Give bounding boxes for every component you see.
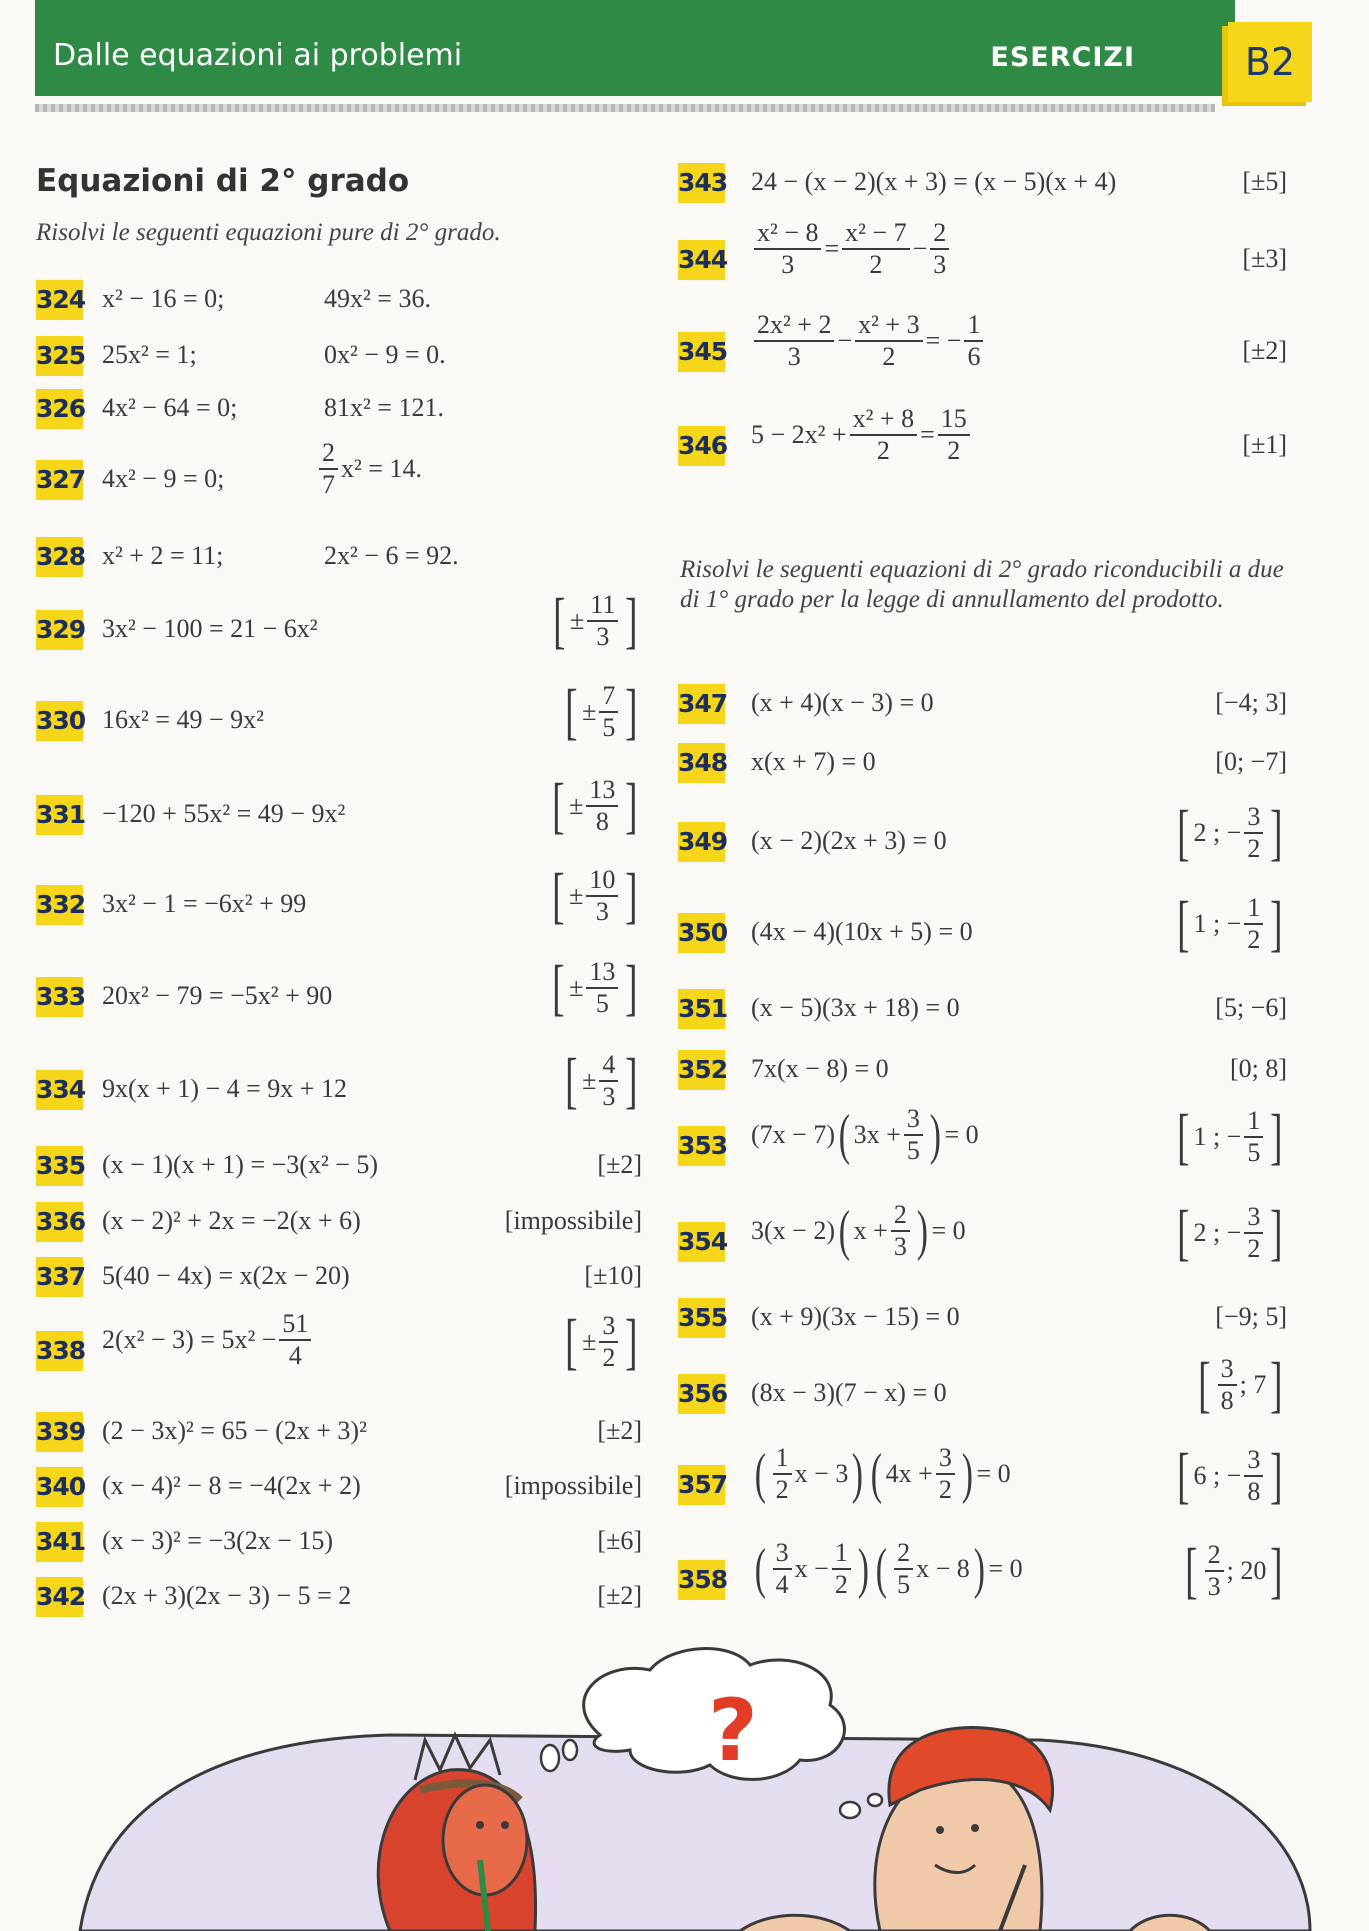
equation: 9x(x + 1) − 4 = 9x + 12 bbox=[102, 1074, 347, 1103]
equation: 3x² − 1 = −6x² + 99 bbox=[102, 889, 307, 918]
equation: (x + 4)(x − 3) = 0 bbox=[751, 688, 934, 717]
exercise-number: 355 bbox=[678, 1298, 725, 1338]
equation: (x − 1)(x + 1) = −3(x² − 5) bbox=[102, 1150, 379, 1179]
fraction: $\frac{3}{2}$ bbox=[599, 1311, 618, 1373]
answer: [ $\frac{2}{3}$ ; 20 ] bbox=[1185, 1537, 1283, 1605]
equation: 3(x − 2) ( x + $\frac{2}{3}$ ) = 0 bbox=[751, 1200, 966, 1262]
exercise-342 bbox=[36, 1577, 642, 1617]
equation: (x + 9)(3x − 15) = 0 bbox=[751, 1302, 960, 1331]
equation: (x − 4)² − 8 = −4(2x + 2) bbox=[102, 1471, 361, 1500]
equation: (x − 5)(3x + 18) = 0 bbox=[751, 993, 960, 1022]
answer: [ $\frac{3}{8}$ ; 7 ] bbox=[1198, 1351, 1283, 1419]
equation: 7x(x − 8) = 0 bbox=[751, 1054, 889, 1083]
exercise-number: 341 bbox=[36, 1522, 83, 1562]
answer: [ 1 ; − $\frac{1}{2}$ ] bbox=[1176, 890, 1283, 958]
exercise-330 bbox=[36, 678, 642, 746]
section-title: Equazioni di 2° grado bbox=[36, 163, 410, 199]
chapter-badge: B2 bbox=[1228, 22, 1312, 102]
exercise-329 bbox=[36, 587, 642, 655]
exercise-number: 357 bbox=[678, 1465, 725, 1505]
instruction-pure: Risolvi le seguenti equazioni pure di 2° grado. bbox=[36, 219, 501, 246]
answer: [ 2 ; − $\frac{3}{2}$ ] bbox=[1176, 799, 1283, 867]
answer: [±6] bbox=[597, 1526, 642, 1555]
exercise-number: 333 bbox=[36, 977, 83, 1017]
equation: 16x² = 49 − 9x² bbox=[102, 705, 264, 734]
equation: (8x − 3)(7 − x) = 0 bbox=[751, 1378, 947, 1407]
exercise-357 bbox=[678, 1442, 1287, 1510]
equation: $\frac{\text{2x² + 2}}{3}$ − $\frac{\text{x² + 3}}{2}$ = − $\frac{1}{6}$ bbox=[751, 310, 986, 372]
exercise-354 bbox=[678, 1199, 1287, 1267]
equation: −120 + 55x² = 49 − 9x² bbox=[102, 799, 346, 828]
exercise-350 bbox=[678, 890, 1287, 958]
exercise-358 bbox=[678, 1537, 1287, 1605]
exercise-327 bbox=[36, 438, 516, 530]
equation: ( $\frac{3}{4}$ x − $\frac{1}{2}$ ) ( $\frac{2}{5}$ x − 8 ) = 0 bbox=[754, 1538, 1023, 1600]
exercise-331 bbox=[36, 772, 642, 840]
exercise-number: 356 bbox=[678, 1374, 725, 1414]
question-mark-icon: ? bbox=[708, 1681, 758, 1781]
fraction: $\frac{10}{3}$ bbox=[586, 865, 618, 927]
equation: 2(x² − 3) = 5x² − $\frac{51}{4}$ bbox=[102, 1309, 314, 1371]
equation: 24 − (x − 2)(x + 3) = (x − 5)(x + 4) bbox=[751, 167, 1117, 196]
exercise-number: 338 bbox=[36, 1331, 83, 1371]
equation-b: $\frac{2}{7}$ x² = 14. bbox=[316, 438, 422, 500]
answer: [ ± $\frac{10}{3}$ ] bbox=[552, 862, 638, 930]
answer: [−9; 5] bbox=[1215, 1302, 1287, 1331]
exercise-number: 346 bbox=[678, 426, 725, 466]
header-divider bbox=[35, 104, 1215, 112]
answer: [ ± $\frac{11}{3}$ ] bbox=[553, 587, 638, 655]
equation-b: 49x² = 36. bbox=[324, 284, 431, 313]
exercise-number: 350 bbox=[678, 913, 725, 953]
answer: [0; 8] bbox=[1229, 1054, 1287, 1083]
exercise-332 bbox=[36, 862, 642, 930]
fraction: $\frac{13}{5}$ bbox=[586, 957, 618, 1019]
exercise-number: 342 bbox=[36, 1577, 83, 1617]
exercise-number: 348 bbox=[678, 743, 725, 783]
answer: [ ± $\frac{3}{2}$ ] bbox=[565, 1308, 638, 1376]
thinking-kids-illustration bbox=[40, 1640, 1340, 1931]
answer: [ ± $\frac{13}{8}$ ] bbox=[552, 772, 638, 840]
answer: [±2] bbox=[597, 1416, 642, 1445]
equation: 5 − 2x² + $\frac{\text{x² + 8}}{2}$ = $\frac{15}{2}$ bbox=[751, 404, 973, 466]
exercise-number: 326 bbox=[36, 389, 83, 429]
exercise-number: 331 bbox=[36, 795, 83, 835]
equation: (x − 3)² = −3(2x − 15) bbox=[102, 1526, 334, 1555]
exercise-number: 325 bbox=[36, 336, 83, 376]
exercise-340 bbox=[36, 1467, 642, 1507]
exercise-344 bbox=[678, 218, 1287, 280]
exercise-number: 337 bbox=[36, 1257, 83, 1297]
equation: $\frac{\text{x² − 8}}{3}$ = $\frac{\text{x² − 7}}{2}$ − $\frac{2}{3}$ bbox=[751, 218, 952, 280]
equation-b: 0x² − 9 = 0. bbox=[324, 340, 446, 369]
equation: (x − 2)² + 2x = −2(x + 6) bbox=[102, 1206, 361, 1235]
equation: x(x + 7) = 0 bbox=[751, 747, 876, 776]
equation: 5(40 − 4x) = x(2x − 20) bbox=[102, 1261, 350, 1290]
exercise-352 bbox=[678, 1050, 1287, 1090]
exercise-number: 347 bbox=[678, 684, 725, 724]
exercise-356 bbox=[678, 1351, 1287, 1419]
answer: [±3] bbox=[1242, 244, 1287, 273]
equation: (2 − 3x)² = 65 − (2x + 3)² bbox=[102, 1416, 367, 1445]
answer: [0; −7] bbox=[1215, 747, 1287, 776]
exercise-number: 353 bbox=[678, 1126, 725, 1166]
answer: [ 1 ; − $\frac{1}{5}$ ] bbox=[1176, 1103, 1283, 1171]
answer: [−4; 3] bbox=[1215, 688, 1287, 717]
fraction: $\frac{11}{3}$ bbox=[587, 590, 618, 652]
exercise-number: 336 bbox=[36, 1202, 83, 1242]
exercise-348 bbox=[678, 743, 1287, 783]
equation: 20x² − 79 = −5x² + 90 bbox=[102, 981, 333, 1010]
answer: [ 6 ; − $\frac{3}{8}$ ] bbox=[1176, 1442, 1283, 1510]
exercise-333 bbox=[36, 954, 642, 1022]
boy-figure bbox=[875, 1728, 1053, 1931]
answer: [±2] bbox=[1242, 336, 1287, 365]
exercise-339 bbox=[36, 1412, 642, 1452]
answer: [ ± $\frac{4}{3}$ ] bbox=[565, 1047, 638, 1115]
exercise-number: 345 bbox=[678, 332, 725, 372]
answer: [ ± $\frac{13}{5}$ ] bbox=[552, 954, 638, 1022]
fraction: $\frac{2}{7}$ bbox=[319, 438, 338, 500]
exercise-353 bbox=[678, 1103, 1287, 1171]
exercise-number: 332 bbox=[36, 885, 83, 925]
answer: [±10] bbox=[584, 1261, 642, 1290]
exercise-351 bbox=[678, 989, 1287, 1029]
exercise-335 bbox=[36, 1146, 642, 1186]
answer: [±2] bbox=[597, 1150, 642, 1179]
answer: [5; −6] bbox=[1215, 993, 1287, 1022]
exercise-number: 329 bbox=[36, 610, 83, 650]
exercise-number: 358 bbox=[678, 1560, 725, 1600]
equation-b: 2x² − 6 = 92. bbox=[324, 541, 459, 570]
equation: 3x² − 100 = 21 − 6x² bbox=[102, 614, 318, 643]
equation-a: 4x² − 64 = 0; bbox=[102, 393, 238, 422]
answer: [impossibile] bbox=[504, 1206, 642, 1235]
answer: [impossibile] bbox=[504, 1471, 642, 1500]
exercise-number: 328 bbox=[36, 537, 83, 577]
equation-b: 81x² = 121. bbox=[324, 393, 444, 422]
exercise-number: 340 bbox=[36, 1467, 83, 1507]
answer: [ ± $\frac{7}{5}$ ] bbox=[565, 678, 638, 746]
equation-a: x² + 2 = 11; bbox=[102, 541, 224, 570]
exercise-337 bbox=[36, 1257, 642, 1297]
chapter-header bbox=[35, 0, 1235, 96]
fraction: $\frac{13}{8}$ bbox=[586, 775, 618, 837]
exercise-341 bbox=[36, 1522, 642, 1562]
exercise-345 bbox=[678, 310, 1287, 372]
exercise-338 bbox=[36, 1308, 642, 1376]
exercise-346 bbox=[678, 404, 1287, 466]
equation: (2x + 3)(2x − 3) − 5 = 2 bbox=[102, 1581, 352, 1610]
answer: [ 2 ; − $\frac{3}{2}$ ] bbox=[1176, 1199, 1283, 1267]
answer: [±1] bbox=[1242, 430, 1287, 459]
exercise-number: 351 bbox=[678, 989, 725, 1029]
instruction-product: Risolvi le seguenti equazioni di 2° grado riconducibili a due di 1° grado per la legge di annullamento del prodotto. bbox=[680, 556, 1284, 613]
exercise-number: 354 bbox=[678, 1222, 725, 1262]
equation-a: 4x² − 9 = 0; bbox=[102, 464, 225, 493]
exercise-number: 349 bbox=[678, 822, 725, 862]
exercise-number: 330 bbox=[36, 701, 83, 741]
answer: [±5] bbox=[1242, 167, 1287, 196]
equation: (x − 2)(2x + 3) = 0 bbox=[751, 826, 947, 855]
equation: ( $\frac{1}{2}$ x − 3 ) ( 4x + $\frac{3}{2}$ ) = 0 bbox=[754, 1443, 1011, 1505]
fraction: $\frac{7}{5}$ bbox=[599, 681, 618, 743]
exercise-number: 352 bbox=[678, 1050, 725, 1090]
equation-a: x² − 16 = 0; bbox=[102, 284, 225, 313]
equation: (7x − 7) ( 3x + $\frac{3}{5}$ ) = 0 bbox=[751, 1104, 979, 1166]
exercise-334 bbox=[36, 1047, 642, 1115]
chapter-title: Dalle equazioni ai problemi bbox=[53, 38, 463, 73]
exercise-number: 339 bbox=[36, 1412, 83, 1452]
answer: [±2] bbox=[597, 1581, 642, 1610]
exercise-number: 335 bbox=[36, 1146, 83, 1186]
fraction: $\frac{51}{4}$ bbox=[279, 1309, 311, 1371]
exercise-343 bbox=[678, 163, 1287, 203]
exercise-336 bbox=[36, 1202, 642, 1242]
equation-a: 25x² = 1; bbox=[102, 340, 197, 369]
exercise-349 bbox=[678, 799, 1287, 867]
exercise-number: 343 bbox=[678, 163, 725, 203]
equation: (4x − 4)(10x + 5) = 0 bbox=[751, 917, 973, 946]
exercise-number: 327 bbox=[36, 460, 83, 500]
fraction: $\frac{4}{3}$ bbox=[599, 1050, 618, 1112]
exercise-number: 334 bbox=[36, 1070, 83, 1110]
cartoon-illustration bbox=[40, 1640, 1340, 1931]
exercise-347 bbox=[678, 684, 1287, 724]
exercise-355 bbox=[678, 1298, 1287, 1338]
exercise-number: 344 bbox=[678, 240, 725, 280]
exercise-number: 324 bbox=[36, 280, 83, 320]
section-tag: ESERCIZI bbox=[990, 42, 1135, 73]
